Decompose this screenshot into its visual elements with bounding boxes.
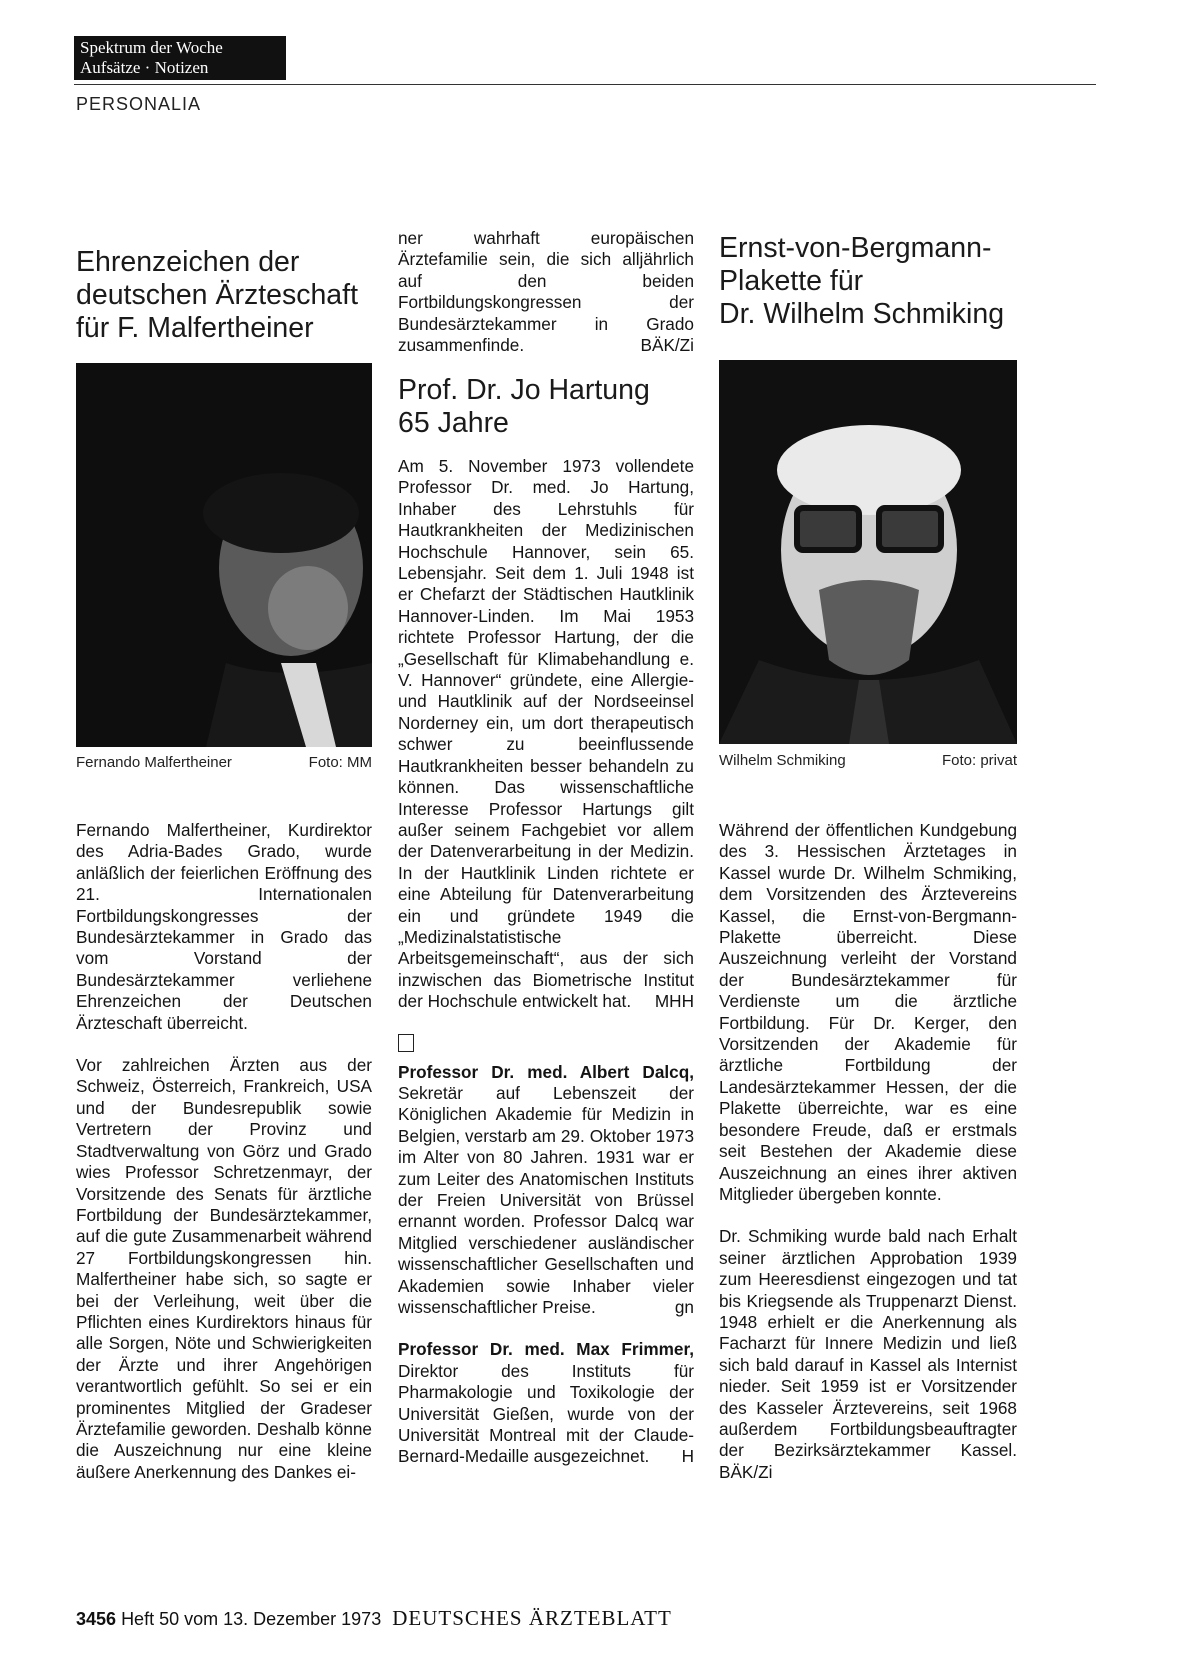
paragraph: Fernando Malfertheiner, Kurdirektor des Adria-Bades Grado, wurde anläßlich der feierlichen Eröffnung des 21. Internationalen Fortbildungskongresses der Bundesärztekammer in Grado das vom Vorstand der Bundesärztekammer verliehene Ehrenzeichen der Deutschen Ärzteschaft überreicht.: [76, 820, 372, 1033]
signature: H: [681, 1446, 694, 1467]
caption-name: Wilhelm Schmiking: [719, 752, 846, 769]
signature: BÄK/Zi: [719, 1461, 773, 1482]
photo-schmiking: [719, 360, 1017, 744]
paragraph: Vor zahlreichen Ärzten aus der Schweiz, Österreich, Frankreich, USA und der Bundesrepublik sowie Vertretern der Provinz und Stadtverwaltung von Görz und Grado wies Professor Schretzenmayr, der Vorsitzende des Senats für ärztliche Fortbildung der Bundesärztekammer, auf die gute Zusammenarbeit während 27 Fortbildungskongressen hin. Malfertheiner habe sich, so sagte er bei der Verleihung, weit über die Pflichten eines Kurdirektors hinaus für alle Sorgen, Nöte und Schwierigkeiten der Ärzte und ihrer Angehörigen verantwortlich gefühlt. So sei er ein prominentes Mitglied der Gradeser Ärztefamilie geworden. Deshalb könne die Auszeichnung nur eine kleine äußere Anerkennung des Dankes ei-: [76, 1055, 372, 1482]
title-line: Plakette für: [719, 265, 864, 297]
signature: MHH: [654, 991, 694, 1012]
title-line: Ehrenzeichen der: [76, 246, 300, 278]
title-line: deutschen Ärzteschaft: [76, 279, 358, 311]
title-line: für F. Malfertheiner: [76, 312, 314, 344]
article-title-hartung: [398, 374, 694, 440]
signature: gn: [674, 1297, 694, 1318]
person-name: Professor Dr. med. Albert Dalcq,: [398, 1061, 694, 1082]
paragraph: Direktor des Instituts für Pharmakologie und Toxikologie der Universität Gießen, wurde von der Universität Montreal mit der Claude-Bernard-Medaille ausgezeichnet.: [398, 1360, 694, 1467]
article-continuation-malfertheiner: [398, 228, 694, 356]
separator-box-icon: [398, 1034, 414, 1052]
header-line-1: Spektrum der Woche: [80, 38, 223, 57]
section-header-box: [74, 36, 286, 80]
title-line: Prof. Dr. Jo Hartung: [398, 374, 650, 406]
paragraph: Am 5. November 1973 vollendete Professor Dr. med. Jo Hartung, Inhaber des Lehrstuhls für Hautkrankheiten der Medizinischen Hochschule Hannover, sein 65. Lebensjahr. Seit dem 1. Juli 1948 ist er Chefarzt der Städtischen Hautklinik Hannover-Linden. Im Mai 1953 richtete Professor Hartung, der die „Gesellschaft für Klimabehandlung e. V. Hannover“ gründete, eine Allergie- und Hautklinik auf der Nordseeinsel Norderney ein, um dort therapeutisch schwer zu beeinflussende Hautkrankheiten besser behandeln zu können. Das wissenschaftliche Interesse Professor Hartungs gilt außer seinem Fachgebiet vor allem der Datenverarbeitung in der Medizin. In der Hautklinik Linden richtete er eine Abteilung für Datenverarbeitung ein und gründete 1949 die „Medizinalstatistische Arbeitsgemeinschaft“, aus der sich inzwischen das Biometrische Institut der Hochschule entwickelt hat.: [398, 456, 694, 1012]
caption-credit: Foto: privat: [941, 752, 1017, 769]
issue-info: Heft 50 vom 13. Dezember 1973: [121, 1609, 382, 1629]
caption-name: Fernando Malfertheiner: [76, 754, 232, 771]
magazine-name: DEUTSCHES ÄRZTEBLATT: [392, 1606, 672, 1630]
title-line: Dr. Wilhelm Schmiking: [719, 298, 1005, 330]
header-line-2: Aufsätze · Notizen: [80, 58, 209, 77]
article-title-schmiking: [719, 232, 1039, 331]
paragraph: Dr. Schmiking wurde bald nach Erhalt seiner ärztlichen Approbation 1939 zum Heeresdienst eingezogen und tat bis Kriegsende als Truppenarzt Dienst. 1948 erhielt er die Anerkennung als Facharzt für Innere Medizin und ließ sich bald darauf in Kassel als Internist nieder. Seit 1959 ist er Vorsitzender des Kasseler Ärztevereins, seit 1968 außerdem Fortbildungsbeauftragter der Bezirksärztekammer Kassel.: [719, 1226, 1017, 1461]
paragraph: Sekretär auf Lebenszeit der Königlichen Akademie für Medizin in Belgien, verstarb am 29. Oktober 1973 im Alter von 80 Jahren. 1931 war er zum Leiter des Anatomischen Instituts der Freien Universität von Brüssel ernannt worden. Professor Dalcq war Mitglied verschiedener ausländischer wissenschaftlicher Gesellschaften und Akademien sowie Inhaber vieler wissenschaftlicher Preise.: [398, 1082, 694, 1318]
article-body-malfertheiner: [76, 820, 372, 1504]
article-title-malfertheiner: [76, 246, 376, 345]
paragraph: ner wahrhaft europäischen Ärztefamilie sein, die sich alljährlich auf den beiden Fortbildungskongressen der Bundesärztekammer in Grado zusammenfinde.: [398, 228, 694, 356]
article-body-hartung: [398, 456, 694, 1489]
page-number: 3456: [76, 1609, 117, 1629]
header-rule: [74, 84, 1096, 85]
title-line: Ernst-von-Bergmann-: [719, 232, 992, 264]
person-name: Professor Dr. med. Max Frimmer,: [398, 1339, 694, 1360]
photo-caption-malfertheiner: [76, 754, 372, 771]
paragraph: Während der öffentlichen Kundgebung des 3. Hessischen Ärztetages in Kassel wurde Dr. Wilhelm Schmiking, dem Vorsitzenden des Ärztevereins Kassel, die Ernst-von-Bergmann-Plakette überreicht. Diese Auszeichnung verleiht der Vorstand der Bundesärztekammer für Verdienste um die ärztliche Fortbildung. Für Dr. Kerger, den Vorsitzenden der Akademie für ärztliche Fortbildung der Landesärztekammer Hessen, der die Plakette überreichte, war es eine besondere Freude, daß er erstmals seit Bestehen der Akademie diese Auszeichnung an eines ihrer aktiven Mitglieder übergeben konnte.: [719, 820, 1017, 1204]
title-line: 65 Jahre: [398, 407, 509, 439]
photo-malfertheiner: [76, 363, 372, 747]
signature: BÄK/Zi: [640, 335, 694, 356]
photo-caption-schmiking: [719, 752, 1017, 769]
article-body-schmiking: [719, 820, 1017, 1504]
section-label: PERSONALIA: [76, 94, 202, 114]
caption-credit: Foto: MM: [308, 754, 372, 771]
page-footer: [76, 1606, 672, 1631]
